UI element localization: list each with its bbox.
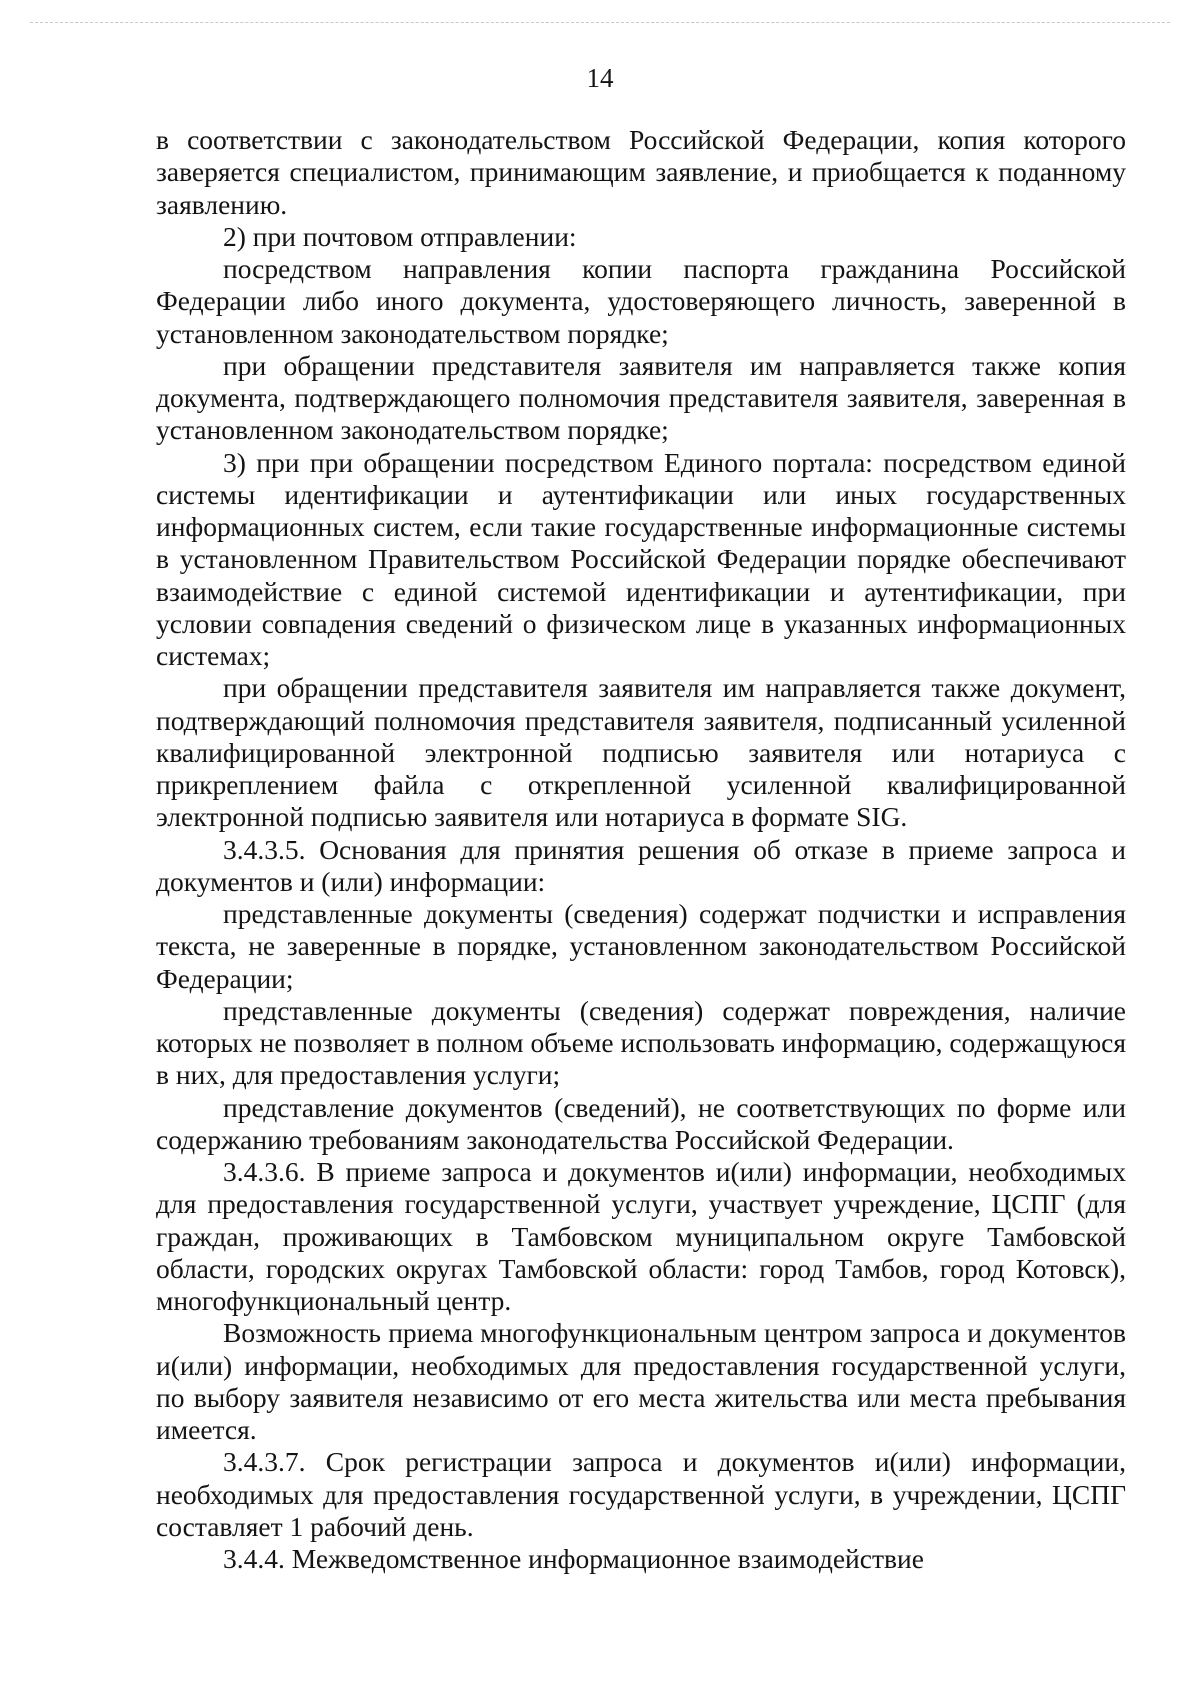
- page-number: 14: [586, 63, 614, 93]
- scan-edge-line: [30, 22, 1170, 23]
- paragraph-postal-submission: 2) при почтовом отправлении:: [223, 220, 577, 252]
- paragraph-representative-signature: при обращении представителя заявителя им направляется также документ, подтверждающий полномочия представителя заявителя, подписанный усиленной квалифицированной электронной подписью заявителя или нотариуса с прикреплением файла с открепленной усиленной квалифицированной электронной подписью заявителя или нотариуса в формате SIG.: [156, 672, 1126, 833]
- paragraph-section-3-4-3-6: 3.4.3.6. В приеме запроса и документов и(или) информации, необходимых для предоставления государственной услуги, участвует учреждение, ЦСПГ (для граждан, проживающих в Тамбовском муниципальном округе Тамбовской области, городских округах Тамбовской области: город Тамбов, город Котовск), многофункциональный центр.: [156, 1156, 1126, 1316]
- paragraph-section-3-4-4-heading: 3.4.4. Межведомственное информационное взаимодействие: [223, 1543, 924, 1574]
- paragraph-continuation: в соответствии с законодательством Российской Федерации, копия которого заверяется специалистом, принимающим заявление, и приобщается к поданному заявлению.: [156, 124, 1126, 220]
- paragraph-refusal-corrections: представленные документы (сведения) содержат подчистки и исправления текста, не заверенные в порядке, установленном законодательством Российской Федерации;: [156, 898, 1126, 994]
- paragraph-unified-portal: 3) при при обращении посредством Единого портала: посредством единой системы идентификации и аутентификации или иных государственных информационных систем, если такие государственные информационные системы в установленном Правительством Российской Федерации порядке обеспечивают взаимодействие с единой системой идентификации и аутентификации, при условии совпадения сведений о физическом лице в указанных информационных системах;: [156, 446, 1126, 671]
- paragraph-section-3-4-3-5: 3.4.3.5. Основания для принятия решения об отказе в приеме запроса и документов и (или) информации:: [156, 833, 1126, 897]
- document-body: [156, 124, 1126, 1575]
- paragraph-representative-copy: при обращении представителя заявителя им направляется также копия документа, подтверждающего полномочия представителя заявителя, заверенная в установленном законодательством порядке;: [156, 349, 1126, 446]
- paragraph-passport-copy: посредством направления копии паспорта гражданина Российской Федерации либо иного документа, удостоверяющего личность, заверенной в установленном законодательством порядке;: [156, 253, 1126, 349]
- paragraph-refusal-damage: представленные документы (сведения) содержат повреждения, наличие которых не позволяет в полном объеме использовать информацию, содержащуюся в них, для предоставления услуги;: [156, 994, 1126, 1091]
- paragraph-mfc-possibility: Возможность приема многофункциональным центром запроса и документов и(или) информации, необходимых для предоставления государственной услуги, по выбору заявителя независимо от его места жительства или места пребывания имеется.: [156, 1317, 1126, 1445]
- paragraph-section-3-4-3-7: 3.4.3.7. Срок регистрации запроса и документов и(или) информации, необходимых для предоставления государственной услуги, в учреждении, ЦСПГ составляет 1 рабочий день.: [156, 1446, 1126, 1542]
- paragraph-refusal-nonconforming: представление документов (сведений), не соответствующих по форме или содержанию требованиям законодательства Российской Федерации.: [156, 1091, 1126, 1155]
